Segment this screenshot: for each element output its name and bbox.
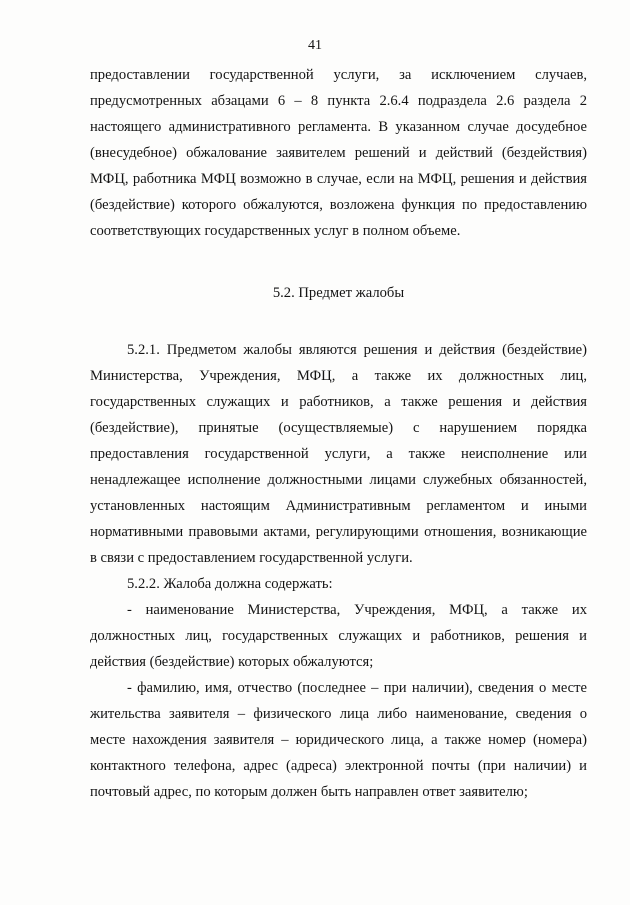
- page-number: 41: [308, 38, 322, 53]
- paragraph-5-2-2: 5.2.2. Жалоба должна содержать:: [127, 576, 333, 592]
- list-item-2: - фамилию, имя, отчество (последнее – при наличии), сведения о месте жительства заявителя – физического лица либо наименование, сведения о месте нахождения заявителя – юридического лица, а также номер (номера) контактного телефона, адрес (адреса) электронной почты (при наличии) и почтовый адрес, по которым должен быть направлен ответ заявителю;: [90, 680, 587, 800]
- section-heading: 5.2. Предмет жалобы: [272, 285, 405, 301]
- paragraph-5-2-1: 5.2.1. Предметом жалобы являются решения и действия (бездействие) Министерства, Учреждения, МФЦ, а также их должностных лиц, государственных служащих и работников, а также решения и действия (бездействие), принятые (осуществляемые) с нарушением порядка предоставления государственной услуги, а также неисполнение или ненадлежащее исполнение должностными лицами служебных обязанностей, установленных настоящим Административным регламентом и иными нормативными правовыми актами, регулирующими отношения, возникающие в связи с предоставлением государственной услуги.: [90, 342, 587, 566]
- spacer: [90, 306, 587, 337]
- paragraph-continued: предоставлении государственной услуги, за исключением случаев, предусмотренных абзацами 6 – 8 пункта 2.6.4 подраздела 2.6 раздела 2 настоящего административного регламента. В указанном случае досудебное (внесудебное) обжалование заявителем решений и действий (бездействия) МФЦ, работника МФЦ возможно в случае, если на МФЦ, решения и действия (бездействие) которого обжалуются, возложена функция по предоставлению соответствующих государственных услуг в полном объеме.: [90, 67, 587, 239]
- spacer: [90, 244, 587, 280]
- list-item-1: - наименование Министерства, Учреждения, МФЦ, а также их должностных лиц, государственных служащих и работников, решения и действия (бездействие) которых обжалуются;: [90, 602, 587, 670]
- page-content: [90, 62, 587, 805]
